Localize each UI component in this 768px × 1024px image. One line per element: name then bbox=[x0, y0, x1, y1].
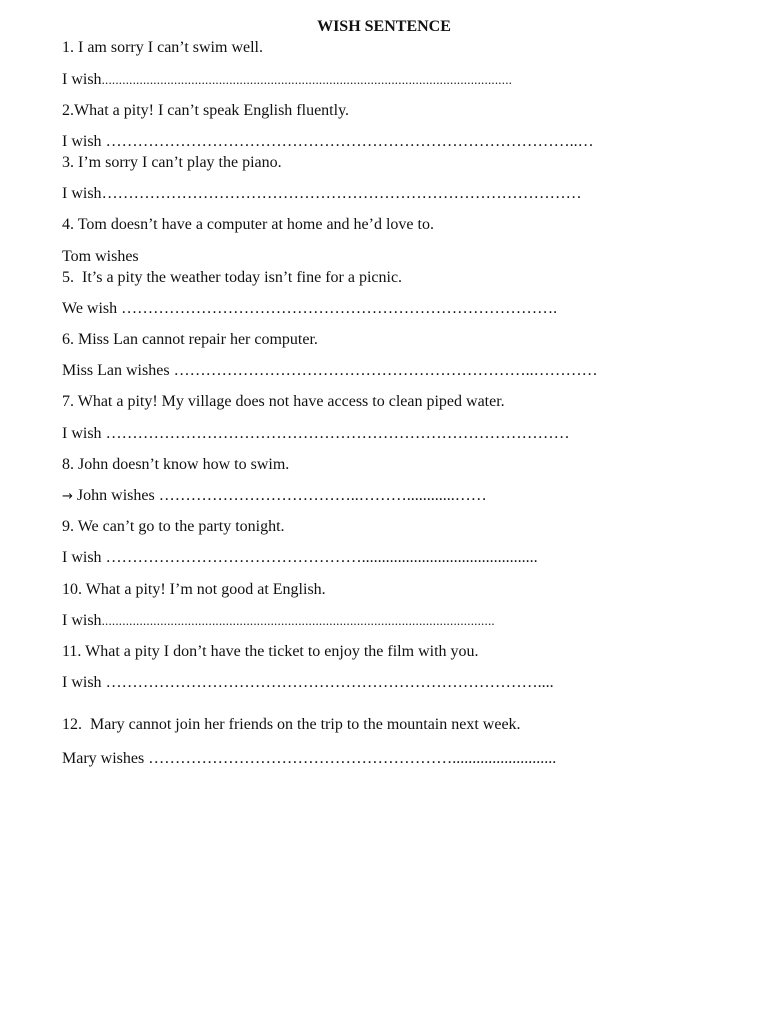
answer-blank-6: …………………………………………………………..………… bbox=[173, 362, 598, 379]
question-2: 2.What a pity! I can’t speak English fluently. bbox=[62, 102, 350, 119]
answer-line-11 bbox=[62, 673, 554, 693]
question-11: 11. What a pity I don’t have the ticket to enjoy the film with you. bbox=[62, 643, 479, 660]
answer-line-10 bbox=[62, 611, 495, 631]
answer-line-9 bbox=[62, 548, 538, 568]
answer-line-8 bbox=[62, 486, 487, 507]
page-title: WISH SENTENCE bbox=[317, 18, 451, 35]
answer-blank-10: .................................................................................................................. bbox=[101, 613, 495, 628]
answer-blank-7: …………………………………………………………………………… bbox=[105, 425, 570, 442]
answer-lead-2: I wish bbox=[62, 133, 106, 150]
answer-blank-8: ………………………………..………............…… bbox=[158, 487, 487, 504]
answer-blank-11: ……………………………………………………………………….... bbox=[105, 674, 554, 691]
question-12: 12. Mary cannot join her friends on the trip to the mountain next week. bbox=[62, 716, 521, 733]
answer-lead-1: I wish bbox=[62, 71, 102, 88]
answer-lead-5: We wish bbox=[62, 300, 122, 317]
answer-line-6 bbox=[62, 361, 598, 381]
question-5: 5. It’s a pity the weather today isn’t fine for a picnic. bbox=[62, 269, 403, 286]
answer-lead-6: Miss Lan wishes bbox=[62, 362, 174, 379]
question-7: 7. What a pity! My village does not have access to clean piped water. bbox=[62, 393, 505, 410]
answer-lead-12: Mary wishes bbox=[62, 750, 149, 767]
answer-blank-9: …………………………………………............................................ bbox=[105, 549, 538, 566]
question-9: 9. We can’t go to the party tonight. bbox=[62, 518, 285, 535]
answer-lead-10: I wish bbox=[62, 612, 102, 629]
answer-lead-7: I wish bbox=[62, 425, 106, 442]
answer-line-2 bbox=[62, 132, 594, 152]
answer-line-3 bbox=[62, 184, 582, 204]
answer-blank-12: ………………………………………………….......................... bbox=[148, 750, 557, 767]
question-1: 1. I am sorry I can’t swim well. bbox=[62, 39, 263, 56]
answer-blank-2: ……………………………………………………………………………..… bbox=[105, 133, 594, 150]
answer-line-1 bbox=[62, 70, 512, 90]
arrow-right-icon: → bbox=[62, 489, 73, 504]
question-3: 3. I’m sorry I can’t play the piano. bbox=[62, 154, 282, 171]
answer-lead-3: I wish bbox=[62, 185, 102, 202]
answer-lead-11: I wish bbox=[62, 674, 106, 691]
answer-blank-1: ....................................................................................................................... bbox=[101, 72, 513, 87]
question-6: 6. Miss Lan cannot repair her computer. bbox=[62, 331, 318, 348]
answer-line-4 bbox=[62, 247, 139, 267]
answer-blank-5: ………………………………………………………………………. bbox=[121, 300, 558, 317]
answer-line-5 bbox=[62, 299, 557, 319]
answer-lead-8: John wishes bbox=[72, 487, 159, 504]
answer-line-12 bbox=[62, 749, 556, 769]
question-8: 8. John doesn’t know how to swim. bbox=[62, 456, 290, 473]
answer-blank-3: ……………………………………………………………………………… bbox=[101, 185, 582, 202]
answer-lead-9: I wish bbox=[62, 549, 106, 566]
question-4: 4. Tom doesn’t have a computer at home and he’d love to. bbox=[62, 216, 434, 233]
answer-lead-4: Tom wishes bbox=[62, 248, 139, 265]
answer-line-7 bbox=[62, 424, 570, 444]
question-10: 10. What a pity! I’m not good at English. bbox=[62, 581, 326, 598]
